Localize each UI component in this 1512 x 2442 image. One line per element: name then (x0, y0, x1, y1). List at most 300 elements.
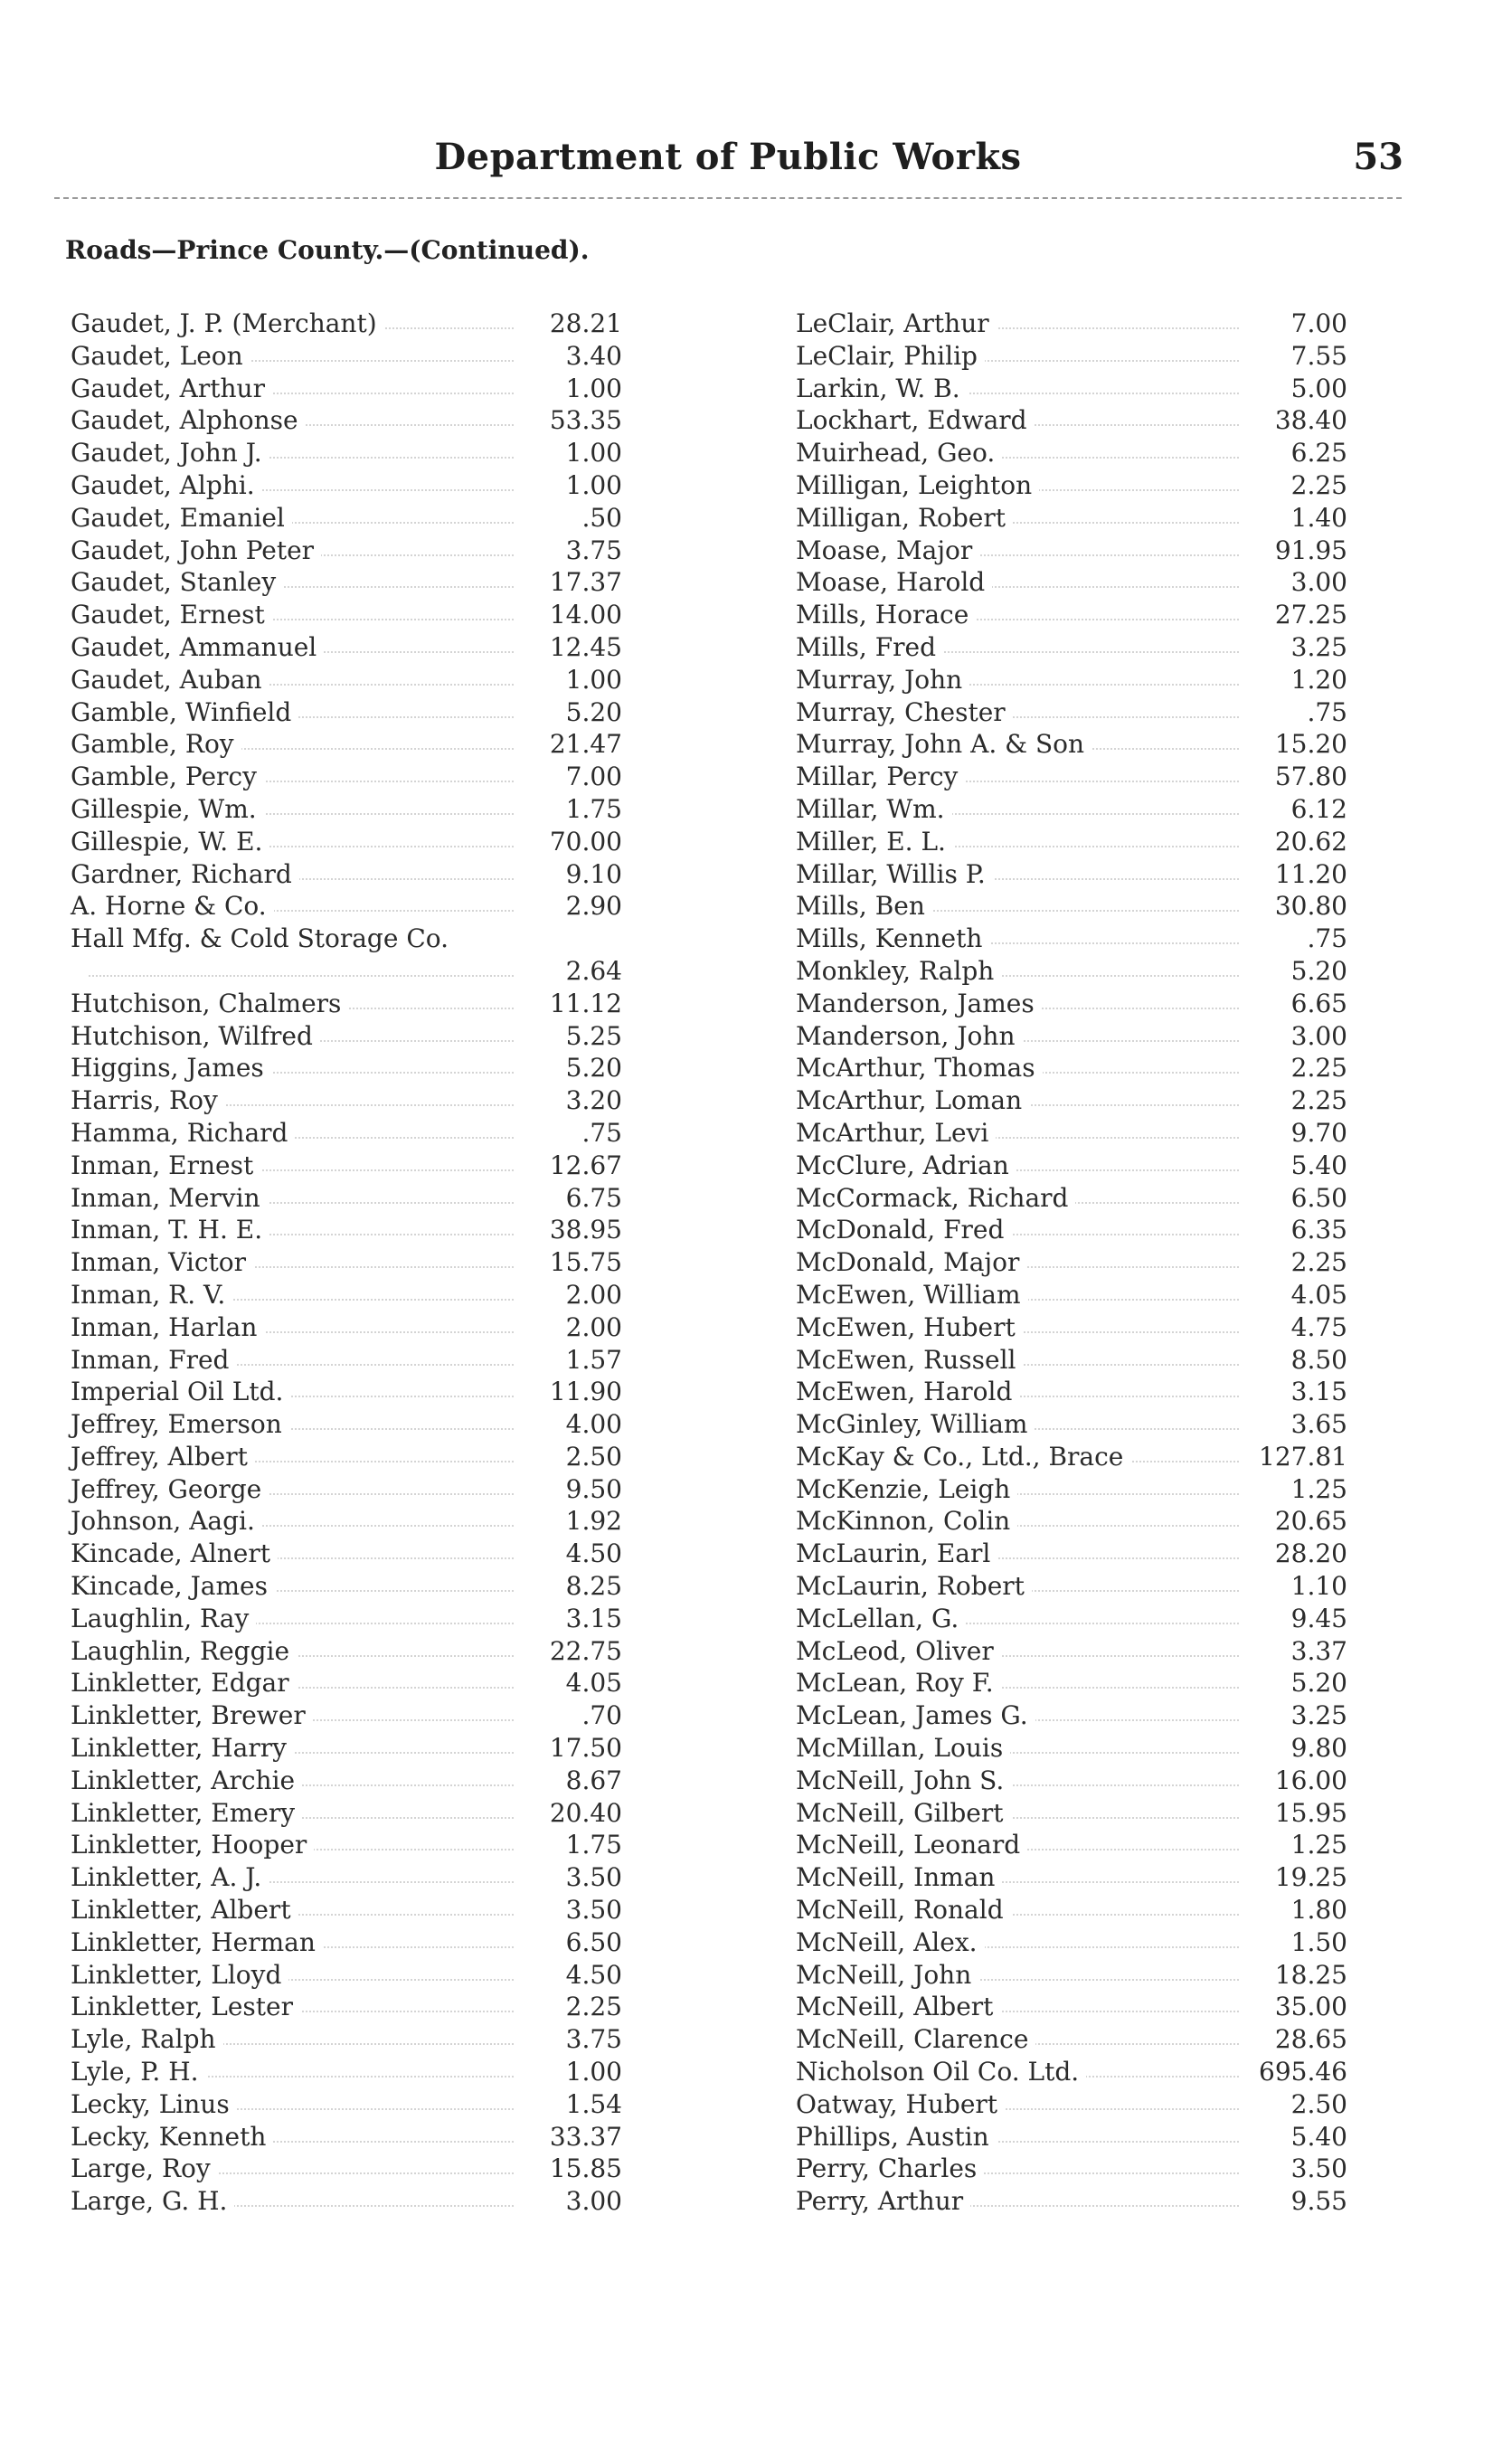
payment-amount: .70 (581, 1700, 622, 1731)
payment-amount: 30.80 (1274, 891, 1347, 922)
payee-name: McNeill, Leonard (796, 1829, 1027, 1861)
list-item (71, 1894, 649, 1926)
payment-amount: 27.25 (1274, 600, 1347, 630)
payee-name: Linkletter, Edgar (71, 1667, 297, 1699)
payment-amount: 28.20 (1274, 1538, 1347, 1569)
list-item (796, 1182, 1375, 1215)
list-item (71, 1117, 649, 1150)
payee-name: McLaurin, Robert (796, 1570, 1032, 1603)
payment-amount: 3.15 (565, 1603, 622, 1633)
list-item (71, 793, 649, 826)
payment-amount: 2.25 (1290, 1247, 1347, 1278)
payment-amount: 12.67 (549, 1150, 622, 1180)
right-column (796, 308, 1375, 2218)
payment-amount: 19.25 (1274, 1862, 1347, 1893)
payee-name: Imperial Oil Ltd. (71, 1376, 290, 1408)
list-item (796, 340, 1375, 373)
payment-amount: 17.37 (549, 567, 622, 598)
list-item (71, 2023, 649, 2056)
payment-amount: 38.40 (1274, 405, 1347, 436)
payment-amount: 6.35 (1290, 1215, 1347, 1245)
list-item (71, 1182, 649, 1215)
list-item (71, 1084, 649, 1117)
list-item (796, 1020, 1375, 1053)
payee-name: Linkletter, Archie (71, 1765, 302, 1797)
payment-amount: 20.40 (549, 1797, 622, 1828)
list-item (71, 1699, 649, 1732)
payee-name: LeClair, Arthur (796, 308, 997, 340)
payment-amount: 28.65 (1274, 2024, 1347, 2055)
payment-amount: 3.15 (1290, 1377, 1347, 1407)
payment-amount: 2.25 (1290, 1053, 1347, 1084)
list-item (796, 1829, 1375, 1861)
list-item (71, 1279, 649, 1311)
payment-amount: 7.00 (1290, 308, 1347, 338)
payment-amount: 11.90 (549, 1377, 622, 1407)
payment-amount: .75 (581, 1117, 622, 1148)
payment-amount: 2.90 (565, 891, 622, 922)
payment-amount: 1.00 (565, 373, 622, 403)
list-item (71, 2056, 649, 2088)
payee-name: McGinley, William (796, 1408, 1035, 1441)
payment-amount: 17.50 (549, 1733, 622, 1764)
payee-name: Laughlin, Ray (71, 1603, 256, 1635)
list-item (71, 1667, 649, 1699)
list-item (71, 1635, 649, 1668)
list-item (71, 373, 649, 405)
payment-amount: 6.25 (1290, 438, 1347, 469)
payee-name: Gardner, Richard (71, 858, 299, 891)
payment-amount: 9.50 (565, 1473, 622, 1504)
payee-name: McNeill, Inman (796, 1861, 1002, 1894)
payment-amount: 70.00 (549, 826, 622, 857)
list-item (71, 1311, 649, 1344)
page-header (0, 0, 1512, 199)
list-item (71, 469, 649, 502)
list-item (71, 1020, 649, 1053)
list-item (796, 2153, 1375, 2185)
payment-amount: 3.00 (1290, 1020, 1347, 1051)
list-item (71, 502, 649, 535)
payment-amount: 1.40 (1290, 502, 1347, 533)
payment-amount: 2.64 (565, 955, 622, 986)
payment-amount: 7.55 (1290, 340, 1347, 371)
payee-name: Gaudet, Auban (71, 664, 269, 696)
list-item (71, 1505, 649, 1538)
list-item (71, 340, 649, 373)
payment-amount: 33.37 (549, 2121, 622, 2152)
payment-amount: 3.75 (565, 535, 622, 565)
payee-name: McMillan, Louis (796, 1732, 1010, 1765)
payment-amount: 3.75 (565, 2024, 622, 2055)
list-item (71, 761, 649, 793)
payee-name: McEwen, Harold (796, 1376, 1019, 1408)
payee-name: Millar, Willis P. (796, 858, 993, 891)
list-item (71, 1570, 649, 1603)
payee-name: Moase, Harold (796, 566, 992, 599)
payment-amount: 22.75 (549, 1635, 622, 1666)
list-item (796, 1699, 1375, 1732)
payee-name: Monkley, Ralph (796, 955, 1001, 988)
payee-name: McLeod, Oliver (796, 1635, 1001, 1668)
payee-name: Phillips, Austin (796, 2121, 997, 2153)
payee-name: Jeffrey, Emerson (71, 1408, 289, 1441)
payee-name: McNeill, John (796, 1959, 978, 1992)
payee-name: Jeffrey, George (71, 1473, 269, 1506)
list-item (796, 1376, 1375, 1408)
list-item (796, 1861, 1375, 1894)
payment-amount: 8.67 (565, 1765, 622, 1795)
payee-name: McKinnon, Colin (796, 1505, 1017, 1538)
payment-amount: 7.00 (565, 762, 622, 792)
payment-amount: 1.92 (565, 1506, 622, 1537)
payee-name: Gaudet, Emaniel (71, 502, 292, 535)
payment-amount: 2.00 (565, 1311, 622, 1342)
payment-amount: 3.40 (565, 340, 622, 371)
list-item (71, 1246, 649, 1279)
list-item (796, 308, 1375, 340)
list-item (796, 631, 1375, 664)
list-item (71, 826, 649, 858)
payee-name: Inman, Mervin (71, 1182, 268, 1215)
payment-amount: 57.80 (1274, 762, 1347, 792)
payment-amount: 1.75 (565, 1830, 622, 1860)
payment-amount: 12.45 (549, 631, 622, 662)
list-item (71, 631, 649, 664)
payee-name: Muirhead, Geo. (796, 437, 1002, 469)
payee-name: McArthur, Levi (796, 1117, 996, 1150)
list-item (796, 728, 1375, 761)
payee-name: Linkletter, Lloyd (71, 1959, 288, 1992)
left-column (71, 308, 649, 2218)
payment-amount: 1.25 (1290, 1473, 1347, 1504)
payee-name: McDonald, Major (796, 1246, 1026, 1279)
payment-amount: 4.50 (565, 1959, 622, 1990)
list-item (71, 1408, 649, 1441)
payee-name: Lecky, Kenneth (71, 2121, 273, 2153)
payee-name: Inman, T. H. E. (71, 1214, 269, 1246)
payee-name: Gillespie, W. E. (71, 826, 269, 858)
list-item (71, 437, 649, 469)
list-item (796, 1084, 1375, 1117)
list-item (796, 502, 1375, 535)
list-item (796, 1603, 1375, 1635)
list-item (71, 696, 649, 729)
payee-name: McKenzie, Leigh (796, 1473, 1017, 1506)
list-item (796, 469, 1375, 502)
list-item (71, 1441, 649, 1473)
list-item (796, 599, 1375, 631)
list-item (71, 1376, 649, 1408)
list-item (71, 1861, 649, 1894)
payment-amount: 8.25 (565, 1571, 622, 1602)
payment-amount: 5.20 (1290, 1668, 1347, 1699)
list-item (796, 1991, 1375, 2023)
payee-name: McEwen, Hubert (796, 1311, 1023, 1344)
list-item (796, 1052, 1375, 1084)
payment-amount: 11.20 (1274, 858, 1347, 889)
payee-name: Large, Roy (71, 2153, 218, 2185)
payee-name: Inman, Victor (71, 1246, 253, 1279)
payee-name: McKay & Co., Ltd., Brace (796, 1441, 1130, 1473)
payee-name: Moase, Major (796, 535, 979, 567)
payee-name: Hamma, Richard (71, 1117, 295, 1150)
dot-leader (89, 975, 514, 977)
payee-name: Inman, Harlan (71, 1311, 264, 1344)
payee-name: Linkletter, Emery (71, 1797, 302, 1830)
list-item (796, 535, 1375, 567)
list-item (796, 2023, 1375, 2056)
payee-name: Harris, Roy (71, 1084, 225, 1117)
payment-amount: 1.00 (565, 2057, 622, 2087)
payment-amount: 3.00 (1290, 567, 1347, 598)
payee-name: McArthur, Thomas (796, 1052, 1043, 1084)
payment-amount: 11.12 (549, 988, 622, 1018)
payee-name: Higgins, James (71, 1052, 271, 1084)
header-rule (54, 197, 1402, 199)
payment-amount: 15.20 (1274, 729, 1347, 760)
list-item (71, 1829, 649, 1861)
payee-name: Miller, E. L. (796, 826, 953, 858)
payee-name: McLean, Roy F. (796, 1667, 1001, 1699)
payee-name: Gaudet, Alphi. (71, 469, 262, 502)
payment-amount: 1.57 (565, 1344, 622, 1375)
payment-amount: 6.12 (1290, 793, 1347, 824)
payee-name: Lockhart, Edward (796, 404, 1035, 437)
payment-amount: 3.25 (1290, 631, 1347, 662)
payment-amount: 3.00 (565, 2186, 622, 2217)
list-item (71, 923, 649, 988)
payee-name: Larkin, W. B. (796, 373, 968, 405)
payment-amount: 21.47 (549, 729, 622, 760)
payee-name: Nicholson Oil Co. Ltd. (796, 2056, 1086, 2088)
payee-name: McNeill, Clarence (796, 2023, 1035, 2056)
list-item (796, 1408, 1375, 1441)
list-item (71, 535, 649, 567)
payment-amount: 4.75 (1290, 1311, 1347, 1342)
payment-amount: 4.50 (565, 1538, 622, 1569)
payee-name: Linkletter, A. J. (71, 1861, 269, 1894)
payee-name: Inman, Ernest (71, 1150, 260, 1182)
list-item (796, 1765, 1375, 1797)
payee-name: Linkletter, Hooper (71, 1829, 314, 1861)
payment-amount: 9.45 (1290, 1603, 1347, 1633)
payee-name: Gaudet, Ammanuel (71, 631, 324, 664)
payee-name: Lecky, Linus (71, 2088, 237, 2121)
list-item (71, 1473, 649, 1506)
payment-amount: 2.25 (1290, 1085, 1347, 1116)
payee-name: Mills, Horace (796, 599, 976, 631)
list-item (796, 1570, 1375, 1603)
payment-amount: 15.75 (549, 1247, 622, 1278)
payment-amount: 5.25 (565, 1020, 622, 1051)
list-item (796, 955, 1375, 988)
section-heading: Roads—Prince County.—(Continued). (65, 235, 590, 265)
payment-amount: 9.70 (1290, 1117, 1347, 1148)
payee-name: Millar, Percy (796, 761, 965, 793)
payee-name: LeClair, Philip (796, 340, 985, 373)
list-item (796, 1441, 1375, 1473)
payee-name: Gamble, Winfield (71, 696, 298, 729)
list-item (796, 664, 1375, 696)
payment-amount: 6.75 (565, 1182, 622, 1213)
page-title: Department of Public Works (434, 136, 1022, 178)
payee-name: McNeill, Albert (796, 1991, 1000, 2023)
payment-amount: 2.25 (565, 1992, 622, 2022)
list-item (71, 1214, 649, 1246)
list-item (796, 373, 1375, 405)
payment-amount: 6.50 (1290, 1182, 1347, 1213)
payment-amount: 20.62 (1274, 826, 1347, 857)
list-item (796, 1117, 1375, 1150)
list-item (71, 1150, 649, 1182)
list-item (71, 858, 649, 891)
payee-name: Linkletter, Brewer (71, 1699, 313, 1732)
payee-name: Gamble, Roy (71, 728, 241, 761)
payee-name: McArthur, Loman (796, 1084, 1029, 1117)
payee-name: McNeill, John S. (796, 1765, 1011, 1797)
list-item (796, 1538, 1375, 1570)
list-item (796, 1894, 1375, 1926)
list-item (796, 696, 1375, 729)
payment-amount: 6.65 (1290, 988, 1347, 1018)
list-item (796, 1279, 1375, 1311)
payee-name: Inman, R. V. (71, 1279, 232, 1311)
payment-amount: 15.95 (1274, 1797, 1347, 1828)
list-item (71, 1926, 649, 1959)
list-item (796, 1505, 1375, 1538)
payee-name: McNeill, Alex. (796, 1926, 985, 1959)
payee-name: Mills, Ben (796, 890, 932, 923)
list-item (796, 793, 1375, 826)
payee-name: Lyle, P. H. (71, 2056, 206, 2088)
payment-amount: 1.80 (1290, 1895, 1347, 1926)
payment-amount: 3.50 (565, 1862, 622, 1893)
page-number: 53 (1353, 136, 1403, 178)
payment-amount: 3.20 (565, 1085, 622, 1116)
payee-name: McLaurin, Earl (796, 1538, 997, 1570)
list-item (796, 890, 1375, 923)
payment-amount: 3.37 (1290, 1635, 1347, 1666)
payment-amount: 1.20 (1290, 664, 1347, 695)
payment-amount: 2.50 (1290, 2088, 1347, 2119)
payee-name: A. Horne & Co. (71, 890, 274, 923)
payee-name: Perry, Charles (796, 2153, 984, 2185)
payment-amount: 1.54 (565, 2088, 622, 2119)
payee-name: McNeill, Gilbert (796, 1797, 1011, 1830)
list-item (796, 1635, 1375, 1668)
payment-amount: .75 (1307, 696, 1347, 727)
payment-amount: 38.95 (549, 1215, 622, 1245)
payee-name: Manderson, John (796, 1020, 1022, 1053)
payment-amount: 127.81 (1259, 1441, 1347, 1472)
payee-name: Gillespie, Wm. (71, 793, 264, 826)
list-item (796, 1311, 1375, 1344)
payee-name: McLean, James G. (796, 1699, 1035, 1732)
payee-name: McCormack, Richard (796, 1182, 1075, 1215)
list-item (796, 2185, 1375, 2218)
payee-name: Hutchison, Wilfred (71, 1020, 320, 1053)
payment-amount: 91.95 (1274, 535, 1347, 565)
payment-amount: 9.55 (1290, 2186, 1347, 2217)
payment-amount: 9.10 (565, 858, 622, 889)
payee-name: Murray, Chester (796, 696, 1013, 729)
payment-amount: 5.40 (1290, 1150, 1347, 1180)
payment-amount: 1.00 (565, 664, 622, 695)
payee-name: McEwen, Russell (796, 1344, 1024, 1377)
payment-amount: 5.20 (565, 1053, 622, 1084)
list-item (71, 1603, 649, 1635)
list-item (71, 2153, 649, 2185)
list-item (71, 1732, 649, 1765)
payee-name: McDonald, Fred (796, 1214, 1011, 1246)
payment-amount: 53.35 (549, 405, 622, 436)
payment-amount: 1.75 (565, 793, 622, 824)
payment-amount: 1.10 (1290, 1571, 1347, 1602)
list-item (71, 728, 649, 761)
list-item (71, 664, 649, 696)
payee-name: McLellan, G. (796, 1603, 966, 1635)
payment-amount: 2.50 (565, 1441, 622, 1472)
payment-amount: 4.05 (1290, 1279, 1347, 1310)
payment-amount: 35.00 (1274, 1992, 1347, 2022)
payment-amount: 20.65 (1274, 1506, 1347, 1537)
payee-name: Millar, Wm. (796, 793, 952, 826)
payee-name: Gaudet, John J. (71, 437, 269, 469)
payee-name: Linkletter, Herman (71, 1926, 323, 1959)
list-item (71, 308, 649, 340)
payee-name: Hall Mfg. & Cold Storage Co. (71, 923, 503, 955)
payee-name: Kincade, James (71, 1570, 275, 1603)
payment-amount: 16.00 (1274, 1765, 1347, 1795)
list-item (796, 404, 1375, 437)
list-item (796, 1473, 1375, 1506)
list-item (796, 826, 1375, 858)
payee-name: Gaudet, Arthur (71, 373, 272, 405)
list-item (796, 1959, 1375, 1992)
list-item (796, 1344, 1375, 1377)
list-item (796, 1150, 1375, 1182)
list-item (71, 2088, 649, 2121)
payee-name: Laughlin, Reggie (71, 1635, 297, 1668)
payment-amount: 2.00 (565, 1279, 622, 1310)
payee-name: Mills, Fred (796, 631, 943, 664)
payee-name: Gaudet, Leon (71, 340, 250, 373)
list-item (71, 1765, 649, 1797)
payee-name: Linkletter, Albert (71, 1894, 298, 1926)
list-item (71, 404, 649, 437)
payee-name: Gaudet, Stanley (71, 566, 283, 599)
list-item (71, 599, 649, 631)
payee-name: Linkletter, Lester (71, 1991, 300, 2023)
payment-amount: 3.50 (565, 1895, 622, 1926)
payment-amount: 5.40 (1290, 2121, 1347, 2152)
list-item (71, 1797, 649, 1830)
payment-amount: 3.25 (1290, 1700, 1347, 1731)
list-item (796, 2121, 1375, 2153)
list-item (71, 1052, 649, 1084)
payee-name: Linkletter, Harry (71, 1732, 294, 1765)
payee-name: Murray, John (796, 664, 969, 696)
payee-name: Lyle, Ralph (71, 2023, 223, 2056)
payee-name: Gaudet, Alphonse (71, 404, 306, 437)
list-item (796, 761, 1375, 793)
payee-name: Mills, Kenneth (796, 923, 989, 955)
payment-amount: 5.20 (1290, 955, 1347, 986)
payment-amount: 1.50 (1290, 1926, 1347, 1957)
payment-amount: .75 (1307, 923, 1347, 954)
payment-amount: 4.05 (565, 1668, 622, 1699)
